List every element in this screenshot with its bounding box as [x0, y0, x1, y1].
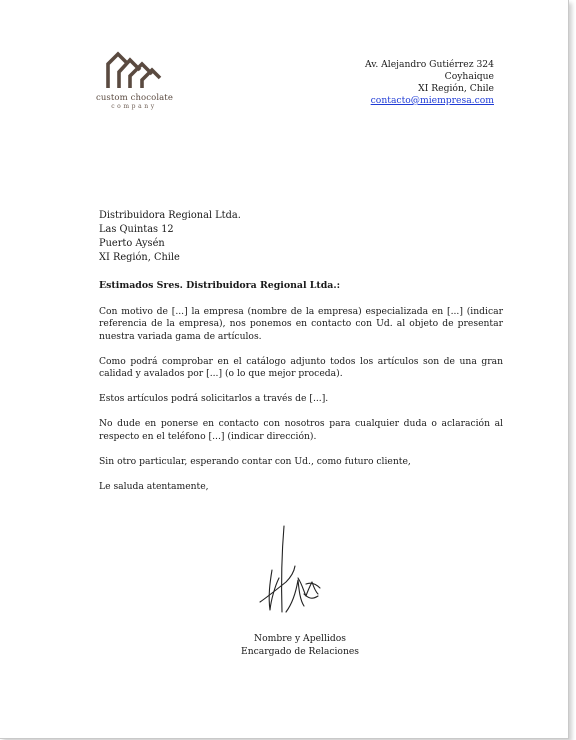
- paragraph: Con motivo de [...] la empresa (nombre de la empresa) especializada en [...] (indicar referencia de la empresa), nos ponemos en contacto con Ud. al objeto de presentar nuestra variada gama de artículos.: [99, 306, 503, 342]
- sender-city: Coyhaique: [444, 71, 494, 82]
- recipient-street: Las Quintas 12: [99, 224, 174, 235]
- recipient-address: [99, 209, 241, 265]
- sender-address: [365, 59, 494, 107]
- paragraph: Como podrá comprobar en el catálogo adjunto todos los artículos son de una gran calidad y avalados por [...] (o lo que mejor proceda).: [99, 355, 503, 380]
- paragraph: No dude en ponerse en contacto con nosotros para cualquier duda o aclaración al respecto en el teléfono [...] (indicar dirección).: [99, 418, 503, 442]
- letter-body: [99, 280, 503, 506]
- recipient-city: Puerto Aysén: [99, 238, 165, 249]
- paragraph: Sin otro particular, esperando contar con Ud., como futuro cliente,: [99, 455, 411, 467]
- logo-tagline: company: [111, 103, 157, 110]
- salutation: Estimados Sres. Distribuidora Regional Ltda.:: [99, 280, 341, 291]
- chocolate-chevrons-icon: [106, 50, 162, 92]
- company-logo: [96, 50, 172, 112]
- recipient-region: XI Región, Chile: [99, 252, 180, 263]
- sender-street: Av. Alejandro Gutiérrez 324: [364, 59, 494, 70]
- paragraph: Estos artículos podrá solicitarlos a través de [...].: [99, 393, 329, 405]
- recipient-company: Distribuidora Regional Ltda.: [99, 210, 241, 221]
- sender-email-link[interactable]: contacto@miempresa.com: [370, 95, 494, 106]
- logo-company-name: custom chocolate: [96, 93, 173, 103]
- signer-name: Nombre y Apellidos: [254, 633, 346, 644]
- handwritten-signature: [246, 520, 336, 620]
- closing: Le saluda atentamente,: [99, 481, 209, 493]
- signer-title: Encargado de Relaciones: [240, 646, 360, 657]
- sender-region: XI Región, Chile: [418, 83, 494, 94]
